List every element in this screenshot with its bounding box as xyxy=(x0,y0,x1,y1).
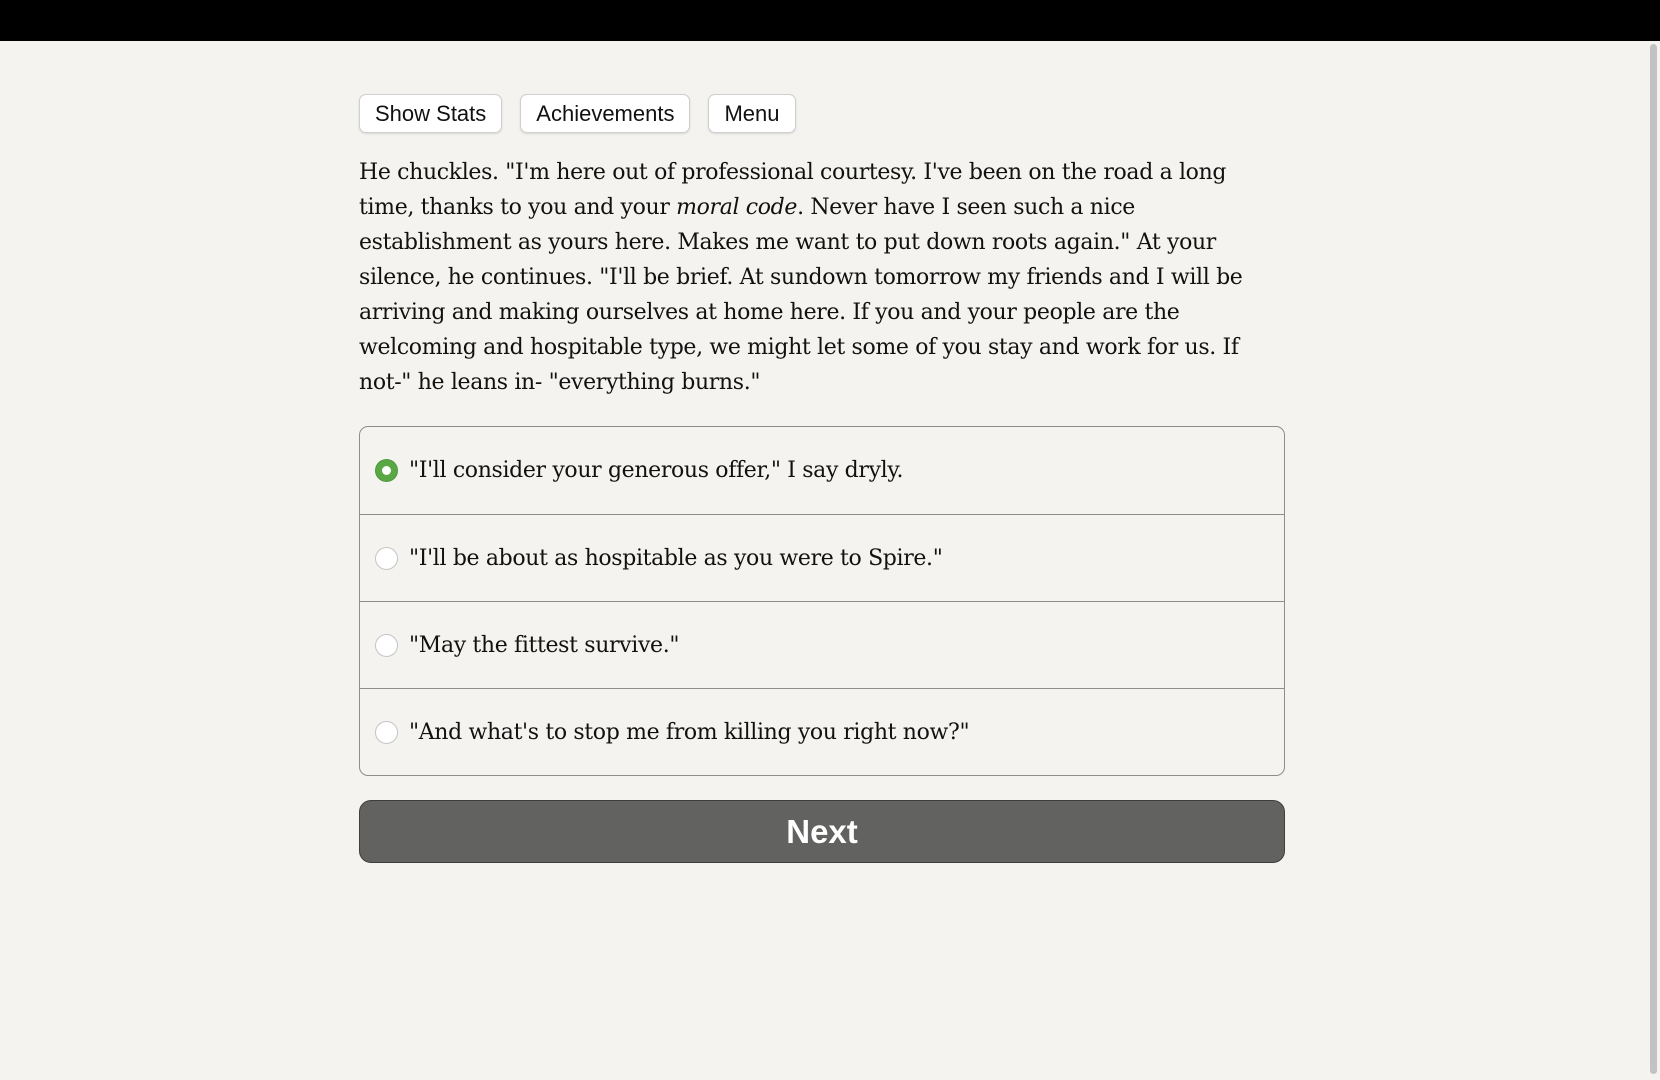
choice-option-1[interactable] xyxy=(360,427,1284,514)
story-text-part-1: He chuckles. "I'm here out of professional courtesy. I've been on the road a long time, thanks to you and your xyxy=(359,160,1227,220)
radio-unselected-icon[interactable] xyxy=(375,634,398,657)
toolbar xyxy=(359,94,1285,133)
choice-label: "And what's to stop me from killing you right now?" xyxy=(409,719,970,745)
choice-option-3[interactable] xyxy=(360,601,1284,688)
next-button[interactable]: Next xyxy=(359,800,1285,863)
scrollbar[interactable] xyxy=(1646,41,1660,1080)
story-text xyxy=(359,155,1285,400)
menu-button[interactable]: Menu xyxy=(708,94,795,133)
show-stats-button[interactable]: Show Stats xyxy=(359,94,502,133)
choice-option-2[interactable] xyxy=(360,514,1284,601)
choice-option-4[interactable] xyxy=(360,688,1284,775)
story-text-part-2: . Never have I seen such a nice establishment as yours here. Makes me want to put down roots again." At your silence, he continues. "I'll be brief. At sundown tomorrow my friends and I will be arriving and making ourselves at home here. If you and your people are the welcoming and hospitable type, we might let some of you stay and work for us. If not-" he leans in- "everything burns." xyxy=(359,195,1243,395)
choice-list xyxy=(359,426,1285,776)
choice-label: "I'll consider your generous offer," I say dryly. xyxy=(409,458,904,483)
browser-top-bar xyxy=(0,0,1660,41)
radio-unselected-icon[interactable] xyxy=(375,547,398,570)
choice-label: "May the fittest survive." xyxy=(409,632,680,658)
radio-selected-icon[interactable] xyxy=(375,459,398,482)
radio-unselected-icon[interactable] xyxy=(375,721,398,744)
scrollbar-thumb[interactable] xyxy=(1650,44,1657,1074)
game-container xyxy=(359,94,1285,863)
choice-label: "I'll be about as hospitable as you were to Spire." xyxy=(409,545,943,571)
story-emphasis: moral code xyxy=(676,195,798,220)
achievements-button[interactable]: Achievements xyxy=(520,94,690,133)
